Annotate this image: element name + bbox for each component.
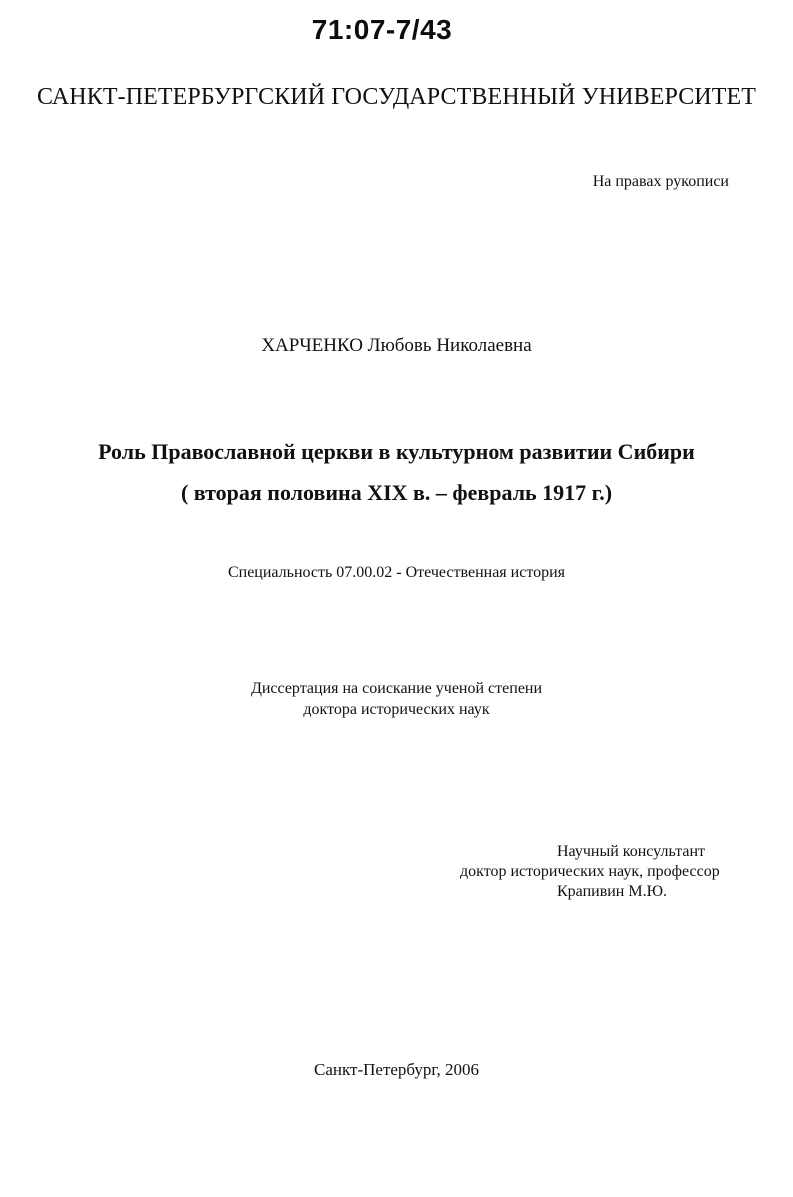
advisor-name: Крапивин М.Ю. — [557, 883, 668, 900]
author-name: ХАРЧЕНКО Любовь Николаевна — [261, 335, 532, 356]
advisor-role: Научный консультант — [557, 843, 705, 860]
advisor-credentials: доктор исторических наук, профессор — [460, 863, 720, 880]
dissertation-title-line-2: ( вторая половина XIX в. – февраль 1917 г.) — [180, 480, 613, 505]
rights-note: На правах рукописи — [592, 173, 729, 190]
degree-line-1: Диссертация на соискание ученой степени — [250, 680, 543, 697]
degree-line-2: доктора исторических наук — [303, 701, 490, 718]
university-name: САНКТ-ПЕТЕРБУРГСКИЙ ГОСУДАРСТВЕННЫЙ УНИВЕРСИТЕТ — [36, 84, 757, 110]
archive-code: 71:07-7/43 — [311, 14, 453, 45]
dissertation-title-line-1: Роль Православной церкви в культурном развитии Сибири — [98, 439, 695, 464]
specialty: Специальность 07.00.02 - Отечественная история — [227, 564, 566, 581]
advisor-block — [445, 842, 745, 902]
city-year: Санкт-Петербург, 2006 — [314, 1060, 479, 1079]
